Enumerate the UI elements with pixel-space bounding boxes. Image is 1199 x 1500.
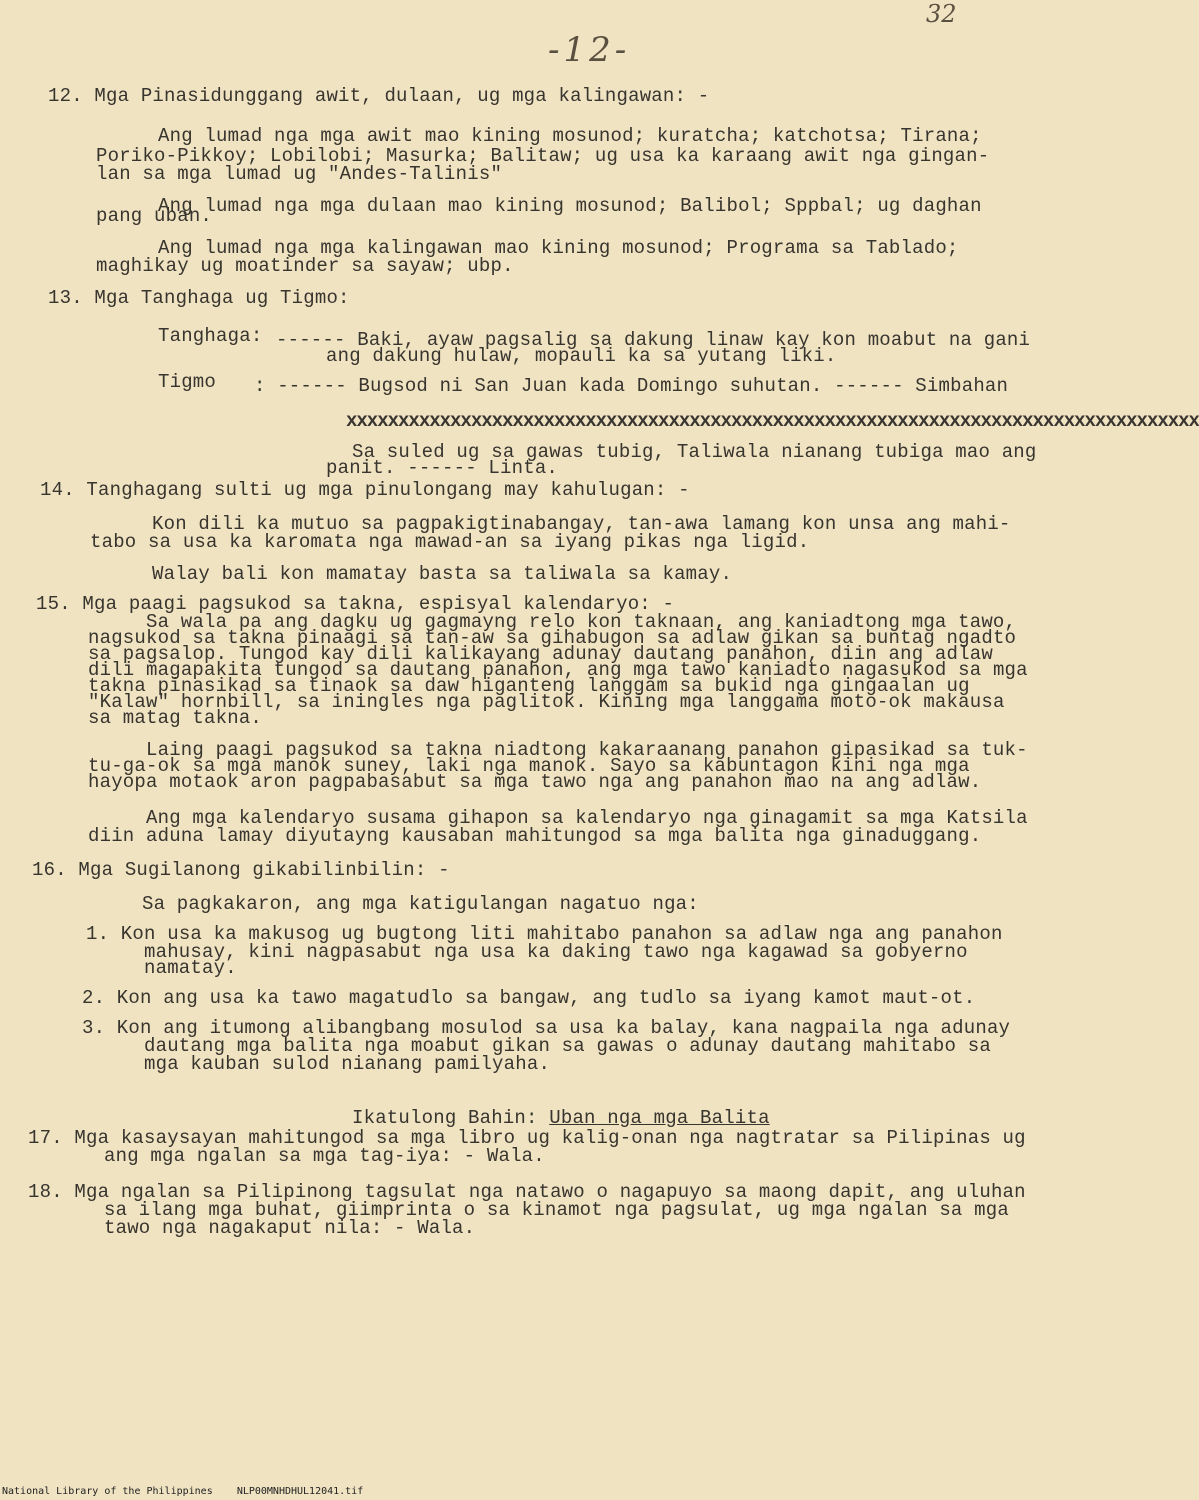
belief2-line1: 2. Kon ang usa ka tawo magatudlo sa bangaw, ang tudlo sa iyang kamot maut-ot. bbox=[82, 987, 976, 1009]
belief3-line3: mga kauban sulod nianang pamilyaha. bbox=[144, 1053, 551, 1075]
riddle2-line2: panit. ------ Linta. bbox=[326, 457, 559, 479]
file-id: NLP00MNHDHUL12041.tif bbox=[236, 1486, 364, 1497]
s18-line2: sa ilang mga buhat, giimprinta o sa kinamot nga pagsulat, ug mga ngalan sa mga bbox=[104, 1199, 1009, 1221]
s13-title: 13. Mga Tanghaga ug Tigmo: bbox=[48, 287, 350, 309]
struck-out-line: xxxxxxxxxxxxxxxxxxxxxxxxxxxxxxxxxxxxxxxxxxxxxxxxxxxxxxxxxxxxxxxxxxxxxxxxxxxxxxxxxx bbox=[346, 410, 1199, 432]
library-name: National Library of the Philippines bbox=[2, 1486, 213, 1497]
s17-line2: ang mga ngalan sa mga tag-iya: - Wala. bbox=[104, 1145, 545, 1167]
tanghaga-label: Tanghaga: bbox=[158, 325, 263, 347]
s12-title: 12. Mga Pinasidunggang awit, dulaan, ug mga kalingawan: - bbox=[48, 85, 710, 107]
s15-p1-line6: "Kalaw" hornbill, sa iningles nga paglitok. Kining mga langgama moto-ok makausa bbox=[88, 691, 1005, 713]
s12-p3-line2: maghikay ug moatinder sa sayaw; ubp. bbox=[96, 255, 514, 277]
tanghaga-line2: ang dakung hulaw, mopauli ka sa yutang liki. bbox=[326, 345, 837, 367]
s15-p2-line3: hayopa motaok aron pagpabasabut sa mga tawo nga ang panahon mao na ang adlaw. bbox=[88, 771, 982, 793]
riddle2-line1: Sa suled ug sa gawas tubig, Taliwala nianang tubiga mao ang bbox=[352, 441, 1037, 463]
s18-line1: 18. Mga ngalan sa Pilipinong tagsulat nga natawo o nagapuyo sa maong dapit, ang uluhan bbox=[28, 1181, 1026, 1203]
s12-p1-line2: Poriko-Pikkoy; Lobilobi; Masurka; Balitaw; ug usa ka karaang awit nga gingan- bbox=[96, 145, 990, 167]
s15-p2-line2: tu-ga-ok sa mga manok suney, laki nga manok. Sayo sa kabuntagon kini nga mga bbox=[88, 755, 970, 777]
part3-heading-underlined: Uban nga mga Balita bbox=[549, 1107, 770, 1129]
s14-title: 14. Tanghagang sulti ug mga pinulongang may kahulugan: - bbox=[40, 479, 690, 501]
s15-p1-line3: sa pagsalop. Tungod kay dili kalikayang adunay dautang panahon, diin ang adlaw bbox=[88, 643, 993, 665]
s12-p2-line1: Ang lumad nga mga dulaan mao kining mosunod; Balibol; Sppbal; ug daghan bbox=[158, 195, 982, 217]
s15-p1-line7: sa matag takna. bbox=[88, 707, 263, 729]
part3-heading bbox=[352, 1108, 770, 1128]
s15-p2-line1: Laing paagi pagsukod sa takna niadtong kakaraanang panahon gipasikad sa tuk- bbox=[146, 739, 1028, 761]
belief3-line1: 3. Kon ang itumong alibangbang mosulod sa usa ka balay, kana nagpaila nga adunay bbox=[82, 1017, 1011, 1039]
s14-p1-line1: Kon dili ka mutuo sa pagpakigtinabangay, tan-awa lamang kon unsa ang mahi- bbox=[152, 513, 1011, 535]
s15-title: 15. Mga paagi pagsukod sa takna, espisyal kalendaryo: - bbox=[36, 593, 675, 615]
tigmo-label: Tigmo bbox=[158, 371, 217, 393]
tanghaga-line1: ------ Baki, ayaw pagsalig sa dakung linaw kay kon moabut na gani bbox=[276, 329, 1031, 351]
tigmo-line: : ------ Bugsod ni San Juan kada Domingo suhutan. ------ Simbahan bbox=[254, 375, 1009, 397]
s15-p3-line2: diin aduna lamay diyutayng kausaban mahitungod sa mga balita nga ginaduggang. bbox=[88, 825, 982, 847]
s12-p1-line1: Ang lumad nga mga awit mao kining mosunod; kuratcha; katchotsa; Tirana; bbox=[158, 125, 982, 147]
s12-p2-line2: pang uban. bbox=[96, 205, 213, 227]
s15-p1-line2: nagsukod sa takna pinaagi sa tan-aw sa gihabugon sa adlaw gikan sa buntag ngadto bbox=[88, 627, 1017, 649]
s16-title: 16. Mga Sugilanong gikabilinbilin: - bbox=[32, 859, 450, 881]
s15-p3-line1: Ang mga kalendaryo susama gihapon sa kalendaryo nga ginagamit sa mga Katsila bbox=[146, 807, 1028, 829]
page-number-mark: -12- bbox=[548, 30, 631, 70]
s15-p1-line4: dili magapakita tungod sa dautang panahon, ang mga tawo kaniadto nagasukod sa mga bbox=[88, 659, 1028, 681]
part3-heading-prefix: Ikatulong Bahin: bbox=[352, 1107, 550, 1129]
s12-p1-line3: lan sa mga lumad ug "Andes-Talinis" bbox=[96, 163, 503, 185]
s12-p3-line1: Ang lumad nga mga kalingawan mao kining mosunod; Programa sa Tablado; bbox=[158, 237, 959, 259]
belief1-line1: 1. Kon usa ka makusog ug bugtong liti mahitabo panahon sa adlaw nga ang panahon bbox=[86, 923, 1003, 945]
s15-p1-line1: Sa wala pa ang dagku ug gagmayng relo kon taknaan, ang kaniadtong mga tawo, bbox=[146, 611, 1017, 633]
corner-page-number: 32 bbox=[926, 0, 957, 28]
s16-intro: Sa pagkakaron, ang mga katigulangan nagatuo nga: bbox=[142, 893, 699, 915]
scan-footer bbox=[2, 1486, 363, 1498]
s17-line1: 17. Mga kasaysayan mahitungod sa mga libro ug kalig-onan nga nagtratar sa Pilipinas ug bbox=[28, 1127, 1026, 1149]
belief3-line2: dautang mga balita nga moabut gikan sa gawas o adunay dautang mahitabo sa bbox=[144, 1035, 991, 1057]
belief1-line2: mahusay, kini nagpasabut nga usa ka daking tawo nga kagawad sa gobyerno bbox=[144, 941, 968, 963]
s15-p1-line5: takna pinasikad sa tinaok sa daw higanteng langgam sa bukid nga gingaalan ug bbox=[88, 675, 970, 697]
s14-p2: Walay bali kon mamatay basta sa taliwala sa kamay. bbox=[152, 563, 733, 585]
s18-line3: tawo nga nagakaput nila: - Wala. bbox=[104, 1217, 476, 1239]
s14-p1-line2: tabo sa usa ka karomata nga mawad-an sa iyang pikas nga ligid. bbox=[90, 531, 810, 553]
belief1-line3: namatay. bbox=[144, 957, 237, 979]
